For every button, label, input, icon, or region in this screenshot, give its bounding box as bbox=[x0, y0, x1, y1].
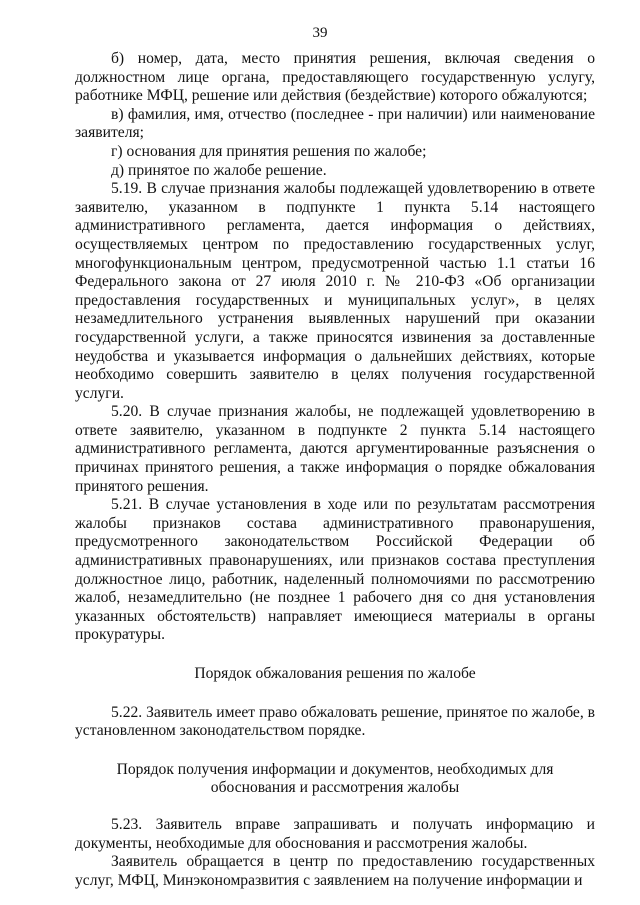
section-heading-appeal: Порядок обжалования решения по жалобе bbox=[194, 665, 476, 682]
paragraph-5-22: 5.22. Заявитель имеет право обжаловать решение, принятое по жалобе, в установленном законодательством порядке. bbox=[75, 703, 595, 740]
section-heading-info-line2: обоснования и рассмотрения жалобы bbox=[210, 779, 460, 797]
paragraph-item-g: г) основания для принятия решения по жалобе; bbox=[111, 142, 427, 160]
paragraph-5-23: 5.23. Заявитель вправе запрашивать и получать информацию и документы, необходимые для обоснования и рассмотрения жалобы. bbox=[75, 815, 595, 852]
paragraph-5-19: 5.19. В случае признания жалобы подлежащей удовлетворению в ответе заявителю, указанном в подпункте 1 пункта 5.14 настоящего административного регламента, дается информация о действиях, осуществляемых центром по предоставлению государственных услуг, многофункциональным центром, предусмотренной частью 1.1 статьи 16 Федерального закона от 27 июля 2010 г. № 210-ФЗ «Об организации предоставления государственных и муниципальных услуг», в целях незамедлительного устранения выявленных нарушений при оказании государственной услуги, а также приносятся извинения за доставленные неудобства и указывается информация о дальнейших действиях, которые необходимо совершить заявителю в целях получения государственной услуги. bbox=[75, 180, 595, 402]
paragraph-5-21: 5.21. В случае установления в ходе или по результатам рассмотрения жалобы признаков состава административного правонарушения, предусмотренного законодательством Российской Федерации об административных правонарушениях, или признаков состава преступления должностное лицо, работник, наделенный полномочиями по рассмотрению жалоб, незамедлительно (не позднее 1 рабочего дня со дня установления указанных обстоятельств) направляет имеющиеся материалы в органы прокуратуры. bbox=[75, 496, 595, 644]
paragraph-5-20: 5.20. В случае признания жалобы, не подлежащей удовлетворению в ответе заявителю, указанном в подпункте 2 пункта 5.14 настоящего административного регламента, даются аргументированные разъяснения о причинах принятого решения, а также информация о порядке обжалования принятого решения. bbox=[75, 403, 595, 495]
paragraph-item-b: б) номер, дата, место принятия решения, включая сведения о должностном лице органа, предоставляющего государственную услугу, работнике МФЦ, решение или действия (бездействие) которого обжалуются; bbox=[75, 50, 595, 105]
paragraph-applicant: Заявитель обращается в центр по предоставлению государственных услуг, МФЦ, Минэкономразвития с заявлением на получение информации и bbox=[75, 853, 595, 889]
section-heading-info-line1: Порядок получения информации и документов, необходимых для bbox=[116, 760, 554, 778]
document-body bbox=[75, 50, 595, 890]
page-number: 39 bbox=[312, 25, 328, 41]
paragraph-item-v: в) фамилия, имя, отчество (последнее - при наличии) или наименование заявителя; bbox=[75, 105, 595, 142]
paragraph-item-d: д) принятое по жалобе решение. bbox=[111, 161, 327, 179]
